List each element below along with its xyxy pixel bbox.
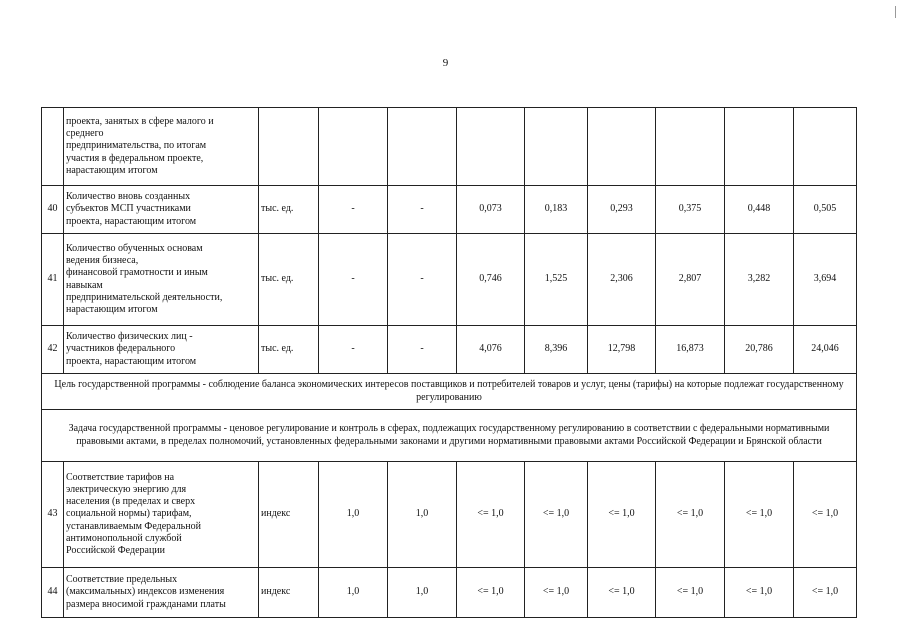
scan-margin-mark <box>895 6 896 18</box>
value-cell: 12,798 <box>588 326 656 374</box>
value-cell <box>588 108 656 186</box>
value-cell: <= 1,0 <box>588 462 656 568</box>
section-header-text: Цель государственной программы - соблюдение баланса экономических интересов поставщиков и потребителей товаров и услуг, цены (тарифы) на которые подлежат государственному регулированию <box>42 374 857 410</box>
value-cell <box>525 108 588 186</box>
indicator-name: Соответствие тарифов на электрическую энергию для населения (в пределах и сверх социальной нормы) тарифам, устанавливаемым Федеральной антимонопольной службой Российской Федерации <box>64 462 259 568</box>
value-cell: 16,873 <box>656 326 725 374</box>
value-cell: 1,0 <box>388 568 457 618</box>
row-number: 41 <box>42 234 64 326</box>
value-cell: 0,183 <box>525 186 588 234</box>
section-header-text: Задача государственной программы - ценовое регулирование и контроль в сферах, подлежащих государственному регулированию в соответствии с федеральными нормативными правовыми актами, в пределах полномочий, установленных федеральными законами и другими нормативными правовыми актами Российской Федерации и Брянской области <box>42 410 857 462</box>
indicator-name: Количество обученных основам ведения бизнеса, финансовой грамотности и иным навыкам предпринимательской деятельности, нарастающим итогом <box>64 234 259 326</box>
value-cell: <= 1,0 <box>725 568 794 618</box>
value-cell: <= 1,0 <box>725 462 794 568</box>
value-cell <box>725 108 794 186</box>
unit-cell: индекс <box>259 568 319 618</box>
section-header-row <box>42 410 857 462</box>
value-cell: 0,448 <box>725 186 794 234</box>
value-cell: - <box>319 234 388 326</box>
value-cell: 1,0 <box>319 462 388 568</box>
value-cell: 4,076 <box>457 326 525 374</box>
unit-cell: тыс. ед. <box>259 326 319 374</box>
value-cell <box>656 108 725 186</box>
value-cell: <= 1,0 <box>656 568 725 618</box>
table-row <box>42 568 857 618</box>
value-cell: <= 1,0 <box>457 568 525 618</box>
value-cell: 1,525 <box>525 234 588 326</box>
row-number: 43 <box>42 462 64 568</box>
value-cell: 1,0 <box>319 568 388 618</box>
row-number: 42 <box>42 326 64 374</box>
indicator-name: Количество физических лиц - участников федерального проекта, нарастающим итогом <box>64 326 259 374</box>
value-cell <box>794 108 857 186</box>
value-cell: 20,786 <box>725 326 794 374</box>
value-cell <box>457 108 525 186</box>
value-cell: <= 1,0 <box>656 462 725 568</box>
table-row <box>42 326 857 374</box>
value-cell: <= 1,0 <box>457 462 525 568</box>
value-cell: <= 1,0 <box>525 462 588 568</box>
unit-cell <box>259 108 319 186</box>
value-cell: - <box>319 326 388 374</box>
value-cell: 0,293 <box>588 186 656 234</box>
value-cell: <= 1,0 <box>588 568 656 618</box>
value-cell: 24,046 <box>794 326 857 374</box>
indicator-name: Соответствие предельных (максимальных) индексов изменения размера вносимой гражданами платы <box>64 568 259 618</box>
unit-cell: тыс. ед. <box>259 186 319 234</box>
table-body <box>42 108 857 618</box>
section-header-row <box>42 374 857 410</box>
value-cell: 0,746 <box>457 234 525 326</box>
value-cell: - <box>388 234 457 326</box>
value-cell: <= 1,0 <box>794 462 857 568</box>
unit-cell: индекс <box>259 462 319 568</box>
value-cell: 0,505 <box>794 186 857 234</box>
value-cell: - <box>388 186 457 234</box>
value-cell: 8,396 <box>525 326 588 374</box>
value-cell: <= 1,0 <box>794 568 857 618</box>
value-cell: 0,375 <box>656 186 725 234</box>
value-cell: <= 1,0 <box>525 568 588 618</box>
value-cell: 3,282 <box>725 234 794 326</box>
value-cell: 2,807 <box>656 234 725 326</box>
table-row <box>42 234 857 326</box>
value-cell: 1,0 <box>388 462 457 568</box>
indicators-table <box>41 107 857 618</box>
value-cell: 2,306 <box>588 234 656 326</box>
value-cell: 0,073 <box>457 186 525 234</box>
indicator-name: Количество вновь созданных субъектов МСП участниками проекта, нарастающим итогом <box>64 186 259 234</box>
value-cell <box>319 108 388 186</box>
unit-cell: тыс. ед. <box>259 234 319 326</box>
row-number: 44 <box>42 568 64 618</box>
table-row <box>42 186 857 234</box>
row-number <box>42 108 64 186</box>
value-cell: - <box>388 326 457 374</box>
row-number: 40 <box>42 186 64 234</box>
indicator-name: проекта, занятых в сфере малого и среднего предпринимательства, по итогам участия в федеральном проекте, нарастающим итогом <box>64 108 259 186</box>
value-cell: 3,694 <box>794 234 857 326</box>
value-cell: - <box>319 186 388 234</box>
page-number: 9 <box>442 57 449 69</box>
table-row <box>42 462 857 568</box>
value-cell <box>388 108 457 186</box>
table-row <box>42 108 857 186</box>
